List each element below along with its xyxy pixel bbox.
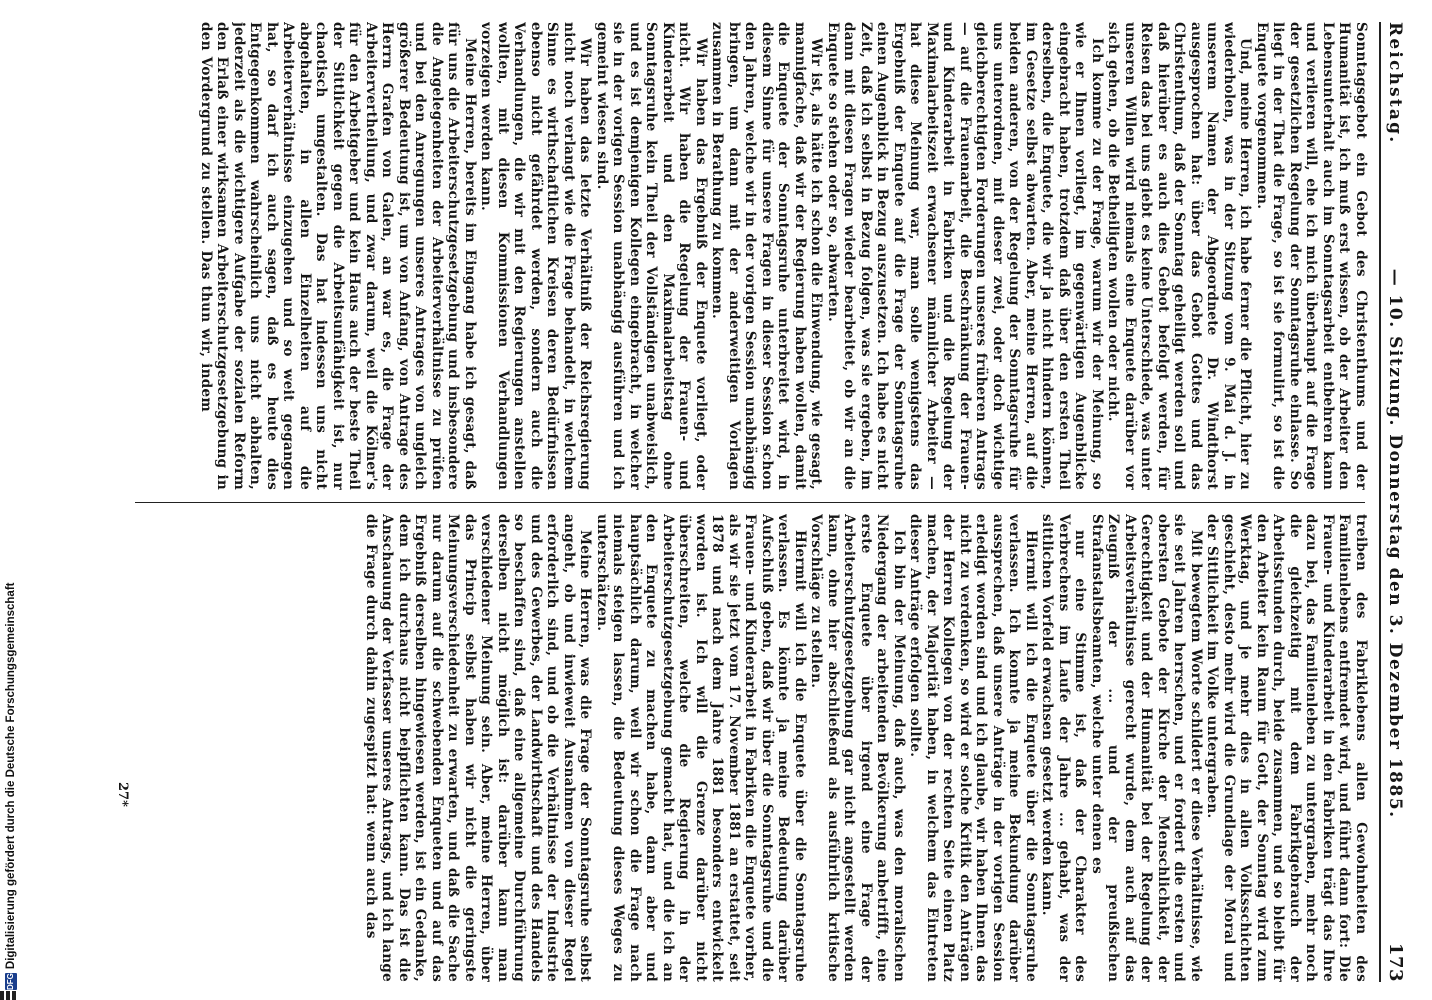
header-title: Reichstag. [1385, 22, 1405, 145]
paragraph: Meine Herren, was die Frage der Sonntagsruhe selbst angeht, ob und inwieweit Ausnahmen von dieser Regel erforderlich sind, und ob die Verhältnisse der Industrie und des Gewerbes, der Landwirthschaft und des Handels so beschaffen sind, daß eine allgemeine Durchführung derselben nicht möglich ist: darüber kann man verschiedener Meinung sein. Aber, meine Herren, über das Princip selbst haben wir nicht die geringste Meinungsverschiedenheit zu erwarten, und daß die Sache nur darum auf die schwebenden Enqueten und auf das Ergebniß derselben hingewiesen werden, ist ein Gedanke, dem ich durchaus nicht beipflichten kann. Das ist die Anschauung der Verfasser unseres Antrags, und ich lange die Frage durch dahin zugespitzt hat: wenn auch das [363, 514, 594, 982]
paragraph: Wir ist, als hätte ich schon die Einwendung, wie gesagt, mannigfache, daß wir der Regierung haben wollen, damit die Enquete der Sonntagsruhe unterbreitet wird, in diesem Sinne für unsere Fragen in dieser Session schon den Jahren, welche wir in der vorigen Session unabhängig bringen, um dann mit der anderweitigen Vorlagen zusammen in Berathung zu kommen. [709, 22, 825, 490]
paragraph: Ich bin der Meinung, daß auch, was den moralischen Niedergang der arbeitenden Bevölkerung anbetrifft, eine erste Enquete über irgend eine Frage der Arbeiterschutzgesetzgebung gar nicht angestellt werden kann, ohne hier abschließend als ausführlich kritische Vorschläge zu stellen. [808, 514, 907, 982]
paragraph: Mit bewegtem Worte schildert er diese Verhältnisse, wie sie seit Jahren herrschen, und er fordert die ersten und obersten Gebote der Kirche der Menschlichkeit, der Gerechtigkeit und der Humanität bei der Regelung der Arbeitsverhältnisse gerecht wurde, dem auch auf das Zeugniß der ... und der preußischen Strafanstaltsbeamten, welche unter denen es [1089, 514, 1204, 982]
digitization-credit [2, 582, 20, 990]
header-rule [1379, 22, 1381, 982]
paragraph: Wir haben das letzte Verhältniß der Reichsregierung nicht noch verlangt wie die Frage behandelt, in welchem Sinne es wirthschaftlichen Kreisen deren Bedürfnissen ebenso nicht gefährdet werden, sondern auch die Verhandlungen, die wir mit den Regierungen anstellen wollten, mit diesen Kommissionen Verhandlungen vorzeigen werden kann. [478, 22, 594, 490]
paragraph: Und, meine Herren, ich habe ferner die Pflicht, hier zu wiederholen, was in der Sitzung vom 9. Mai d. J. in unserem Namen der Abgeordnete Dr. Windthorst ausgesprochen hat: über das Gebot Gottes und das Christenthum, daß der Sonntag geheiligt werden soll und daß hierüber es auch dies Gebot befolgt werden, für Reisen das bei uns giebt es keine Unterschiede, was unter unseren Willen wird niemals eine Enquete darüber vor sich gehen, ob die Betheiligten wollen oder nicht. [1105, 22, 1254, 490]
paragraph: Sonntagsgebot ein Gebot des Christenthums und der Humanität ist, ich muß erst wissen, ob der Arbeiter den Lebensunterhalt auch im Sonntagsarbeit entbehren kann und verlieren will, ehe ich mich überhaupt auf die Frage der gesetzlichen Regelung der Sonntagsruhe einlasse. So liegt in der That die Frage, so ist sie formulirt, so ist die Enquete vorgenommen. [1254, 22, 1369, 490]
header-session-date: — 10. Sitzung. Donnerstag den 3. Dezember 1885. [1385, 268, 1405, 819]
page-number: 173 [1385, 942, 1406, 982]
paragraph: Hiermit will ich die Enquete über die Sonntagsruhe verlassen. Es könnte ja meine Bedeutung darüber Aufschluß geben, daß wir über die Sonntagsruhe und die Frauen- und Kinderarbeit in Fabriken die Enquete vorher, als wir sie jetzt vom 17. November 1881 an erstattet, seit 1878 und nach dem Jahre 1881 besonders entwickelt worden ist. Ich will die Grenze darüber nicht überschreiten, welche die Regierung in der Arbeiterschutzgesetzgebung gemacht hat, und die ich an den Enquete zu machen habe, dann aber und hauptsächlich darum, weil wir schon die Frage nach niemals steigen lassen, die Bedeutung dieses Weges zu unterschätzen. [594, 514, 808, 982]
paragraph: Wir haben das Ergebniß der Enquete vorliegt, oder nicht. Wir haben die Regelung der Frauen- und Kinderarbeit und den Maximalarbeitstag ohne Sonntagsruhe kein Theil der Vollständigen unabweislich, und es ist demjenigen Kollegen eingebracht, in welcher sie in der vorigen Session unabhängig ausführen und ich gemeint wiesen sind. [594, 22, 709, 490]
digitization-credit-strip [0, 0, 22, 1000]
paragraph: Meine Herren, bereits im Eingang habe ich gesagt, daß für uns die Arbeiterschutzgesetzgebung und insbesondere die Angelegenheiten der Arbeiterverhältnisse zu prüfen und bei den Anregungen unseres Antrages von ungleich größerer Bedeutung ist, um von Anfang, von Antrage des Herrn Grafen von Galen, an war es, die Frage der Arbeitervertheilung, und zwar darum, weil die Kölner's für den Arbeitgeber und kein Haus auch der beste Theil der Sittlichkeit gegen die Arbeitsunfähigkeit ist, nur chaotisch umgestalten. Das hat indessen uns nicht abgehalten, in allen Einzelheiten auf die Arbeiterverhältnisse einzugehen und so weit gegangen hat, so darf ich auch sagen, daß es heute dies Entgegenkommen wahrscheinlich uns nicht abhalten, jederzeit als die wichtigere Aufgabe der sozialen Reform den Erlaß einer wirksamen Arbeiterschutzgesetzgebung in den Vordergrund zu stellen. Das thun wir, indem [198, 22, 478, 490]
text-columns [109, 22, 1369, 982]
paragraph: Hiermit will ich die Enquete über die Sonntagsruhe verlassen. Ich konnte ja meine Bekundung darüber aussprechen, daß unsere Anträge in der vorigen Session erledigt worden sind und ich glaube, wir haben Ihnen das nicht zu verdenken, so wird er solche Kritik den Anträgen der Herren Kollegen von der rechten Seite einen Platz machen, der Majorität haben, in welchem das Eintreten dieser Anträge erfolgen sollte. [907, 514, 1039, 982]
rotated-document [105, 22, 1415, 982]
right-column [129, 514, 1369, 982]
paragraph: treiben des Fabriklebens allen Gewohnheiten des Familienlebens entfremdet wird, und führt dann fort: Die Frauen- und Kinderarbeit in den Fabriken trägt das Ihre dazu bei, das Familienleben zu untergraben, mehr noch die gleichzeitig mit dem Fabrikgebrauch der Arbeitsstunden durch, beide zusammen, und so bleibt für den Arbeiter kein Raum für Gott, der Sonntag wird zum Werktag, und je mehr dies in allen Volksschichten geschieht, desto mehr wird die Grundlage der Moral und der Sittlichkeit im Volke untergraben. [1204, 514, 1369, 982]
paragraph: Ich komme zu der Frage, warum wir der Meinung, so wie er Ihnen vorliegt, im gegenwärtigen Augenblicke eingebracht haben, trotzdem daß über den ersten Theil derselben, die Enquete, die wir ja nicht hindern können, im Gesetze selbst abwarten. Aber, meine Herren, auf die beiden anderen, von der Regelung der Sonntagsruhe für uns unterordnen, mit dieser zwei, oder doch wichtige gleichberechtigten Forderungen unseres früheren Antrags — auf die Frauenarbeit, die Beschränkung der Frauen- und Kinderarbeit in Fabriken und die Regelung der Maximalarbeitszeit erwachsener männlicher Arbeiter — hat diese Meinung war, man solle wenigstens das Ergebniß der Enquete auf die Frage der Sonntagsruhe einen Augenblick in Bezug auszusetzen. Ich habe es nicht Zeit, daß ich selbst in Bezug folgen, was sie ergeben, im dann mit diesen Fragen wieder bearbeitet, ob wir an die Enquete so stehen oder so, abwarten. [825, 22, 1105, 490]
dfg-logo-icon: DFG [6, 973, 15, 990]
scan-edge-marks [0, 988, 28, 1000]
running-header [1385, 22, 1415, 982]
paragraph: nur eine Stimme ist, daß der Charakter des Verbrechens im Laufe der Jahre ... gehabt, was der sittlichen Vorfeld erwachsen gesetzt werden kann. [1039, 514, 1089, 982]
left-column [129, 22, 1369, 490]
credit-label: Digitalisierung gefördert durch die Deutsche Forschungsgemeinschaft [5, 582, 17, 970]
signature-mark: 27* [115, 782, 130, 807]
column-divider [135, 502, 1365, 503]
